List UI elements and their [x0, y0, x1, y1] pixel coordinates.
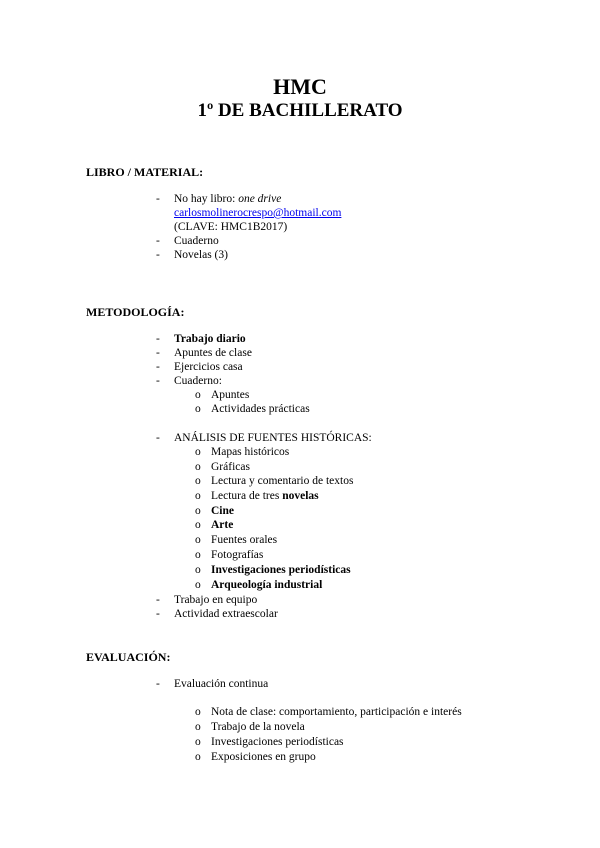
dash-marker: -: [156, 333, 160, 345]
cine-subitem: Cine: [211, 505, 234, 517]
circle-marker: o: [195, 534, 201, 546]
actividad-extraescolar-item: Actividad extraescolar: [174, 608, 278, 620]
nota-clase-subitem: Nota de clase: comportamiento, participación e interés: [211, 706, 462, 718]
exposiciones-subitem: Exposiciones en grupo: [211, 751, 316, 763]
no-libro-text: No hay libro:: [174, 193, 239, 205]
circle-marker: o: [195, 706, 201, 718]
section-heading-libro: LIBRO / MATERIAL:: [86, 165, 204, 179]
dash-marker: -: [156, 361, 160, 373]
evaluacion-continua-item: Evaluación continua: [174, 678, 269, 690]
fuentes-orales-subitem: Fuentes orales: [211, 534, 278, 546]
lectura-comentario-subitem: Lectura y comentario de textos: [211, 475, 354, 487]
apuntes-clase-item: Apuntes de clase: [174, 347, 252, 359]
analisis-item: ANÁLISIS DE FUENTES HISTÓRICAS:: [174, 432, 372, 444]
fotografias-subitem: Fotografías: [211, 549, 264, 561]
apuntes-subitem: Apuntes: [211, 389, 250, 401]
circle-marker: o: [195, 549, 201, 561]
investigaciones-eval-subitem: Investigaciones periodísticas: [211, 736, 344, 748]
lectura-tres-subitem: [211, 489, 319, 503]
section-heading-evaluacion: EVALUACIÓN:: [86, 650, 171, 664]
circle-marker: o: [195, 519, 201, 531]
document-title: HMC: [273, 74, 327, 99]
novelas-item: Novelas (3): [174, 249, 228, 261]
dash-marker: -: [156, 235, 160, 247]
dash-marker: -: [156, 249, 160, 261]
circle-marker: o: [195, 505, 201, 517]
arqueologia-subitem: Arqueología industrial: [211, 579, 323, 591]
dash-marker: -: [156, 193, 160, 205]
document-subtitle: 1º DE BACHILLERATO: [197, 100, 403, 121]
circle-marker: o: [195, 751, 201, 763]
no-libro-line: [174, 192, 281, 206]
circle-marker: o: [195, 579, 201, 591]
section-heading-metodologia: METODOLOGÍA:: [86, 305, 185, 319]
graficas-subitem: Gráficas: [211, 461, 250, 473]
circle-marker: o: [195, 564, 201, 576]
dash-marker: -: [156, 594, 160, 606]
circle-marker: o: [195, 403, 201, 415]
circle-marker: o: [195, 389, 201, 401]
dash-marker: -: [156, 432, 160, 444]
cuaderno-met-item: Cuaderno:: [174, 375, 222, 387]
circle-marker: o: [195, 475, 201, 487]
email-link[interactable]: carlosmolinerocrespo@hotmail.com: [174, 207, 342, 219]
ejercicios-item: Ejercicios casa: [174, 361, 243, 373]
circle-marker: o: [195, 490, 201, 502]
lectura-tres-text: Lectura de tres: [211, 490, 283, 502]
dash-marker: -: [156, 608, 160, 620]
novelas-bold-text: novelas: [282, 490, 319, 502]
investigaciones-subitem: Investigaciones periodísticas: [211, 564, 351, 576]
circle-marker: o: [195, 461, 201, 473]
circle-marker: o: [195, 721, 201, 733]
cuaderno-item: Cuaderno: [174, 235, 219, 247]
trabajo-diario-item: Trabajo diario: [174, 333, 246, 345]
actividades-subitem: Actividades prácticas: [211, 403, 310, 415]
dash-marker: -: [156, 375, 160, 387]
circle-marker: o: [195, 446, 201, 458]
dash-marker: -: [156, 678, 160, 690]
one-drive-text: one drive: [238, 193, 282, 205]
trabajo-equipo-item: Trabajo en equipo: [174, 594, 258, 606]
trabajo-novela-subitem: Trabajo de la novela: [211, 721, 305, 733]
clave-text: (CLAVE: HMC1B2017): [174, 221, 288, 233]
mapas-subitem: Mapas históricos: [211, 446, 290, 458]
dash-marker: -: [156, 347, 160, 359]
arte-subitem: Arte: [211, 519, 234, 531]
circle-marker: o: [195, 736, 201, 748]
